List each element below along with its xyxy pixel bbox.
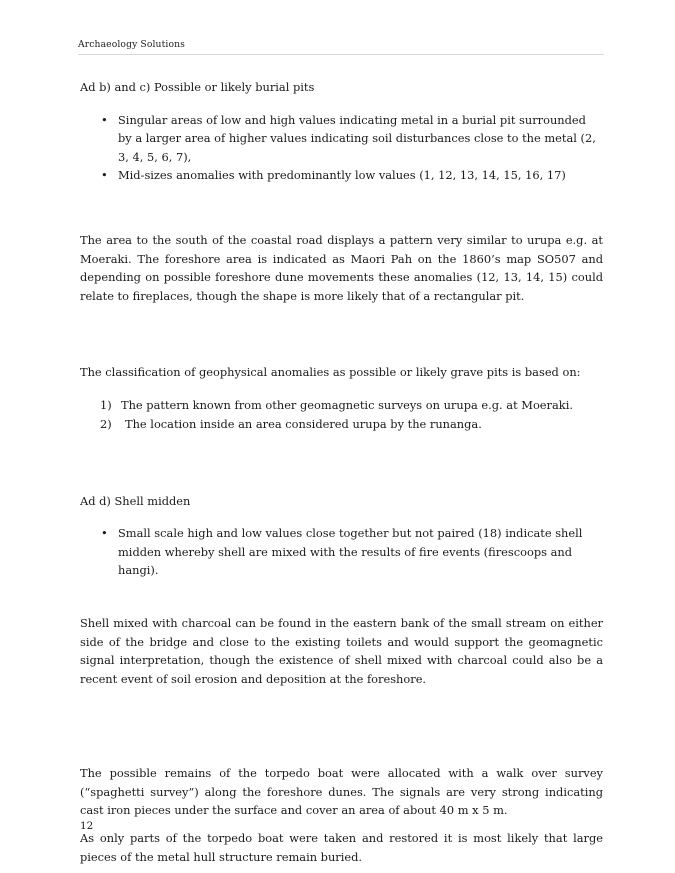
numbered-list-classification [80, 396, 603, 434]
paragraph-torpedo-hull: As only parts of the torpedo boat were taken and restored it is most likely that large pieces of the metal hull structure remain buried. [80, 831, 603, 864]
page-number: 12 [80, 820, 94, 832]
bullet-list-shell-midden [80, 524, 603, 580]
paragraph-shell-charcoal: Shell mixed with charcoal can be found in the eastern bank of the small stream on either side of the bridge and close to the existing toilets and would support the geomagnetic signal interpretation, though the existence of shell mixed with charcoal could also be a recent event of soil erosion and deposition at the foreshore. [80, 615, 603, 686]
paragraph-torpedo-remains: The possible remains of the torpedo boat were allocated with a walk over survey (“spaghetti survey”) along the foreshore dunes. The signals are very strong indicating cast iron pieces under the surface and cover an area of about 40 m x 5 m. [80, 766, 603, 818]
list-item-text: The location inside an area considered urupa by the runanga. [125, 416, 482, 431]
section-heading-burial-pits: Ad b) and c) Possible or likely burial pits [80, 80, 315, 94]
spacer [80, 97, 603, 111]
header-divider [78, 54, 604, 55]
section-heading-shell-midden: Ad d) Shell midden [80, 493, 191, 508]
bullet-list-burial-pits [80, 111, 603, 185]
list-item [80, 415, 603, 434]
spacer [80, 510, 603, 524]
spacer [80, 580, 603, 614]
spacer [80, 688, 603, 764]
header-title: Archaeology Solutions [78, 39, 185, 50]
running-header [78, 38, 604, 55]
spacer [80, 382, 603, 396]
bullet-icon: • [101, 112, 108, 127]
list-item-text: Small scale high and low values close together but not paired (18) indicate shell midden whereby shell are mixed with the results of fire events (firescoops and hangi). [118, 526, 583, 578]
paragraph-coastal-road: The area to the south of the coastal road displays a pattern very similar to urupa e.g. at Moeraki. The foreshore area is indicated as Maori Pah on the 1860’s map SO507 and depending on possible foreshore dune movements these anomalies (12, 13, 14, 15) could relate to fireplaces, though the shape is more likely that of a rectangular pit. [80, 232, 603, 303]
spacer [80, 305, 603, 363]
list-item-text: The pattern known from other geomagnetic surveys on urupa e.g. at Moeraki. [121, 397, 573, 412]
list-marker: 2) [100, 416, 112, 431]
paragraph-classification-lead-in: The classification of geophysical anomalies as possible or likely grave pits is based on: [80, 365, 581, 380]
list-item [80, 166, 603, 185]
list-item [80, 111, 603, 167]
list-item-text: Singular areas of low and high values indicating metal in a burial pit surrounded by a larger area of higher values indicating soil disturbances close to the metal (2, 3, 4, 5, 6, 7), [118, 112, 596, 164]
spacer [80, 820, 603, 829]
list-marker: 1) [100, 397, 112, 412]
list-item [80, 396, 603, 415]
bullet-icon: • [101, 526, 108, 541]
list-item-text: Mid-sizes anomalies with predominantly low values (1, 12, 13, 14, 15, 16, 17) [118, 168, 566, 183]
document-body [80, 78, 603, 866]
spacer [80, 185, 603, 231]
bullet-icon: • [101, 168, 108, 183]
spacer [80, 434, 603, 492]
list-item [80, 524, 603, 580]
